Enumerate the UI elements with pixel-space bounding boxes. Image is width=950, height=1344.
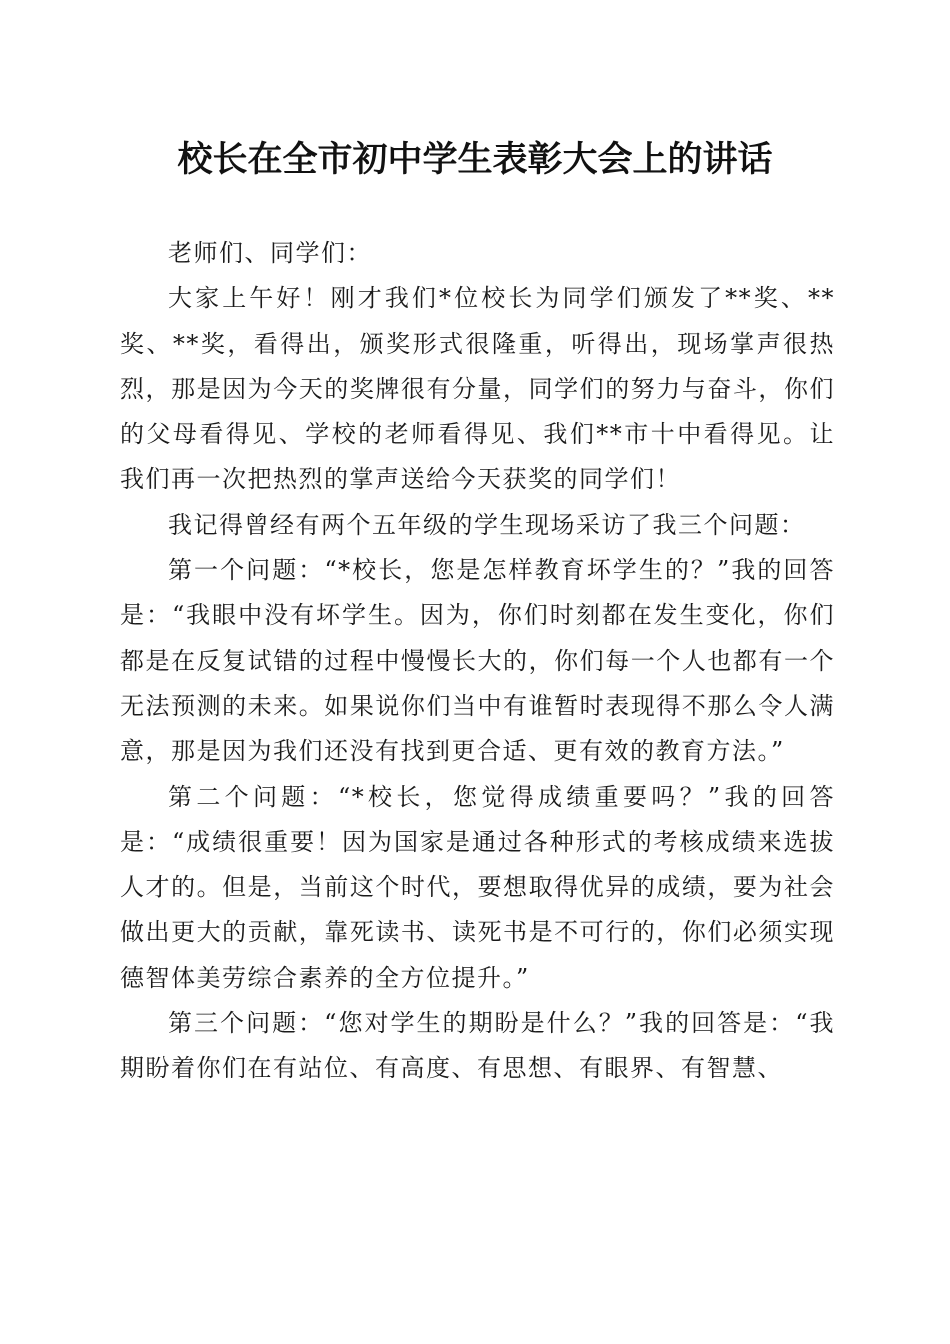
question-three-paragraph: 第三个问题：“您对学生的期盼是什么？”我的回答是：“我期盼着你们在有站位、有高度、有思想、有眼界、有智慧、 [120, 1009, 835, 1083]
opening-paragraph: 大家上午好！刚才我们*位校长为同学们颁发了**奖、**奖、**奖，看得出，颁奖形式很隆重，听得出，现场掌声很热烈，那是因为今天的奖牌很有分量，同学们的努力与奋斗，你们的父母看得见、学校的老师看得见、我们**市十中看得见。让我们再一次把热烈的掌声送给今天获奖的同学们！ [120, 284, 835, 494]
salutation-paragraph: 老师们、同学们： [168, 239, 372, 267]
document-body [120, 231, 835, 1092]
document-title: 校长在全市初中学生表彰大会上的讲话 [177, 139, 773, 180]
question-one-paragraph: 第一个问题：“*校长，您是怎样教育坏学生的？”我的回答是：“我眼中没有坏学生。因为，你们时刻都在发生变化，你们都是在反复试错的过程中慢慢长大的，你们每一个人也都有一个无法预测的未来。如果说你们当中有谁暂时表现得不那么令人满意，那是因为我们还没有找到更合适、更有效的教育方法。” [120, 556, 835, 766]
interview-intro-paragraph: 我记得曾经有两个五年级的学生现场采访了我三个问题： [168, 510, 806, 539]
question-two-paragraph: 第二个问题：“*校长，您觉得成绩重要吗？”我的回答是：“成绩很重要！因为国家是通过各种形式的考核成绩来选拔人才的。但是，当前这个时代，要想取得优异的成绩，要为社会做出更大的贡献，靠死读书、读死书是不可行的，你们必须实现德智体美劳综合素养的全方位提升。” [120, 782, 835, 992]
